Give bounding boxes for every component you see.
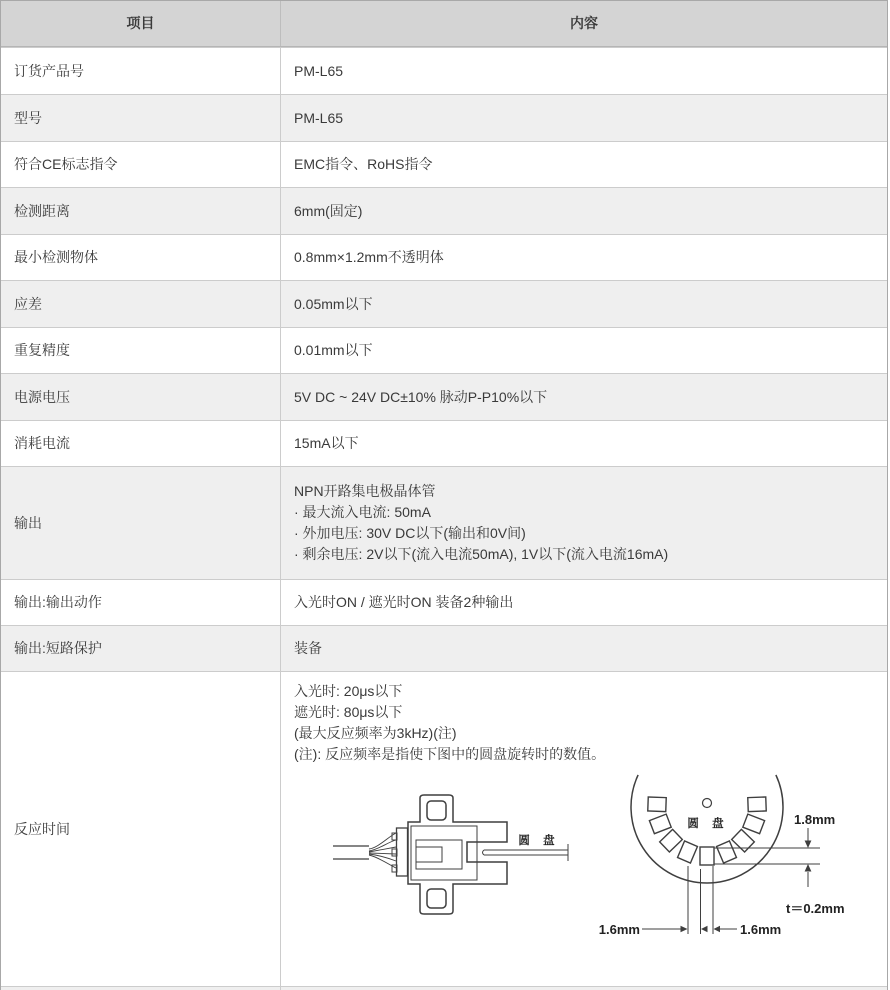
disc-slot [649,814,671,834]
row-value: 6mm(固定) [294,202,363,219]
row-value: 0.05mm以下 [294,295,373,312]
dim-thickness-label: t＝0.2mm [786,901,845,916]
arrow-down-icon [805,841,812,849]
disc-slot [732,829,755,852]
connector-block [397,828,408,876]
disc-figure [599,775,845,937]
row-label: 检测距离 [1,188,281,234]
dim-slot-depth-label: 1.8mm [794,812,836,827]
arrow-left-icon [714,926,721,932]
response-time-content [294,681,885,953]
output-line: NPN开路集电极晶体管 [294,483,436,499]
response-line: (注): 反应频率是指使下图中的圆盘旋转时的数值。 [294,746,606,762]
table-row [1,94,887,141]
table-row [1,625,887,671]
pitch-extension-lines [688,866,713,934]
row-value: 装备 [294,640,322,656]
row-label: 应差 [1,281,281,327]
table-row-partial [1,986,887,990]
row-value: 15mA以下 [294,435,359,451]
response-line: 入光时: 20μs以下 [294,683,403,699]
disc-slot [717,841,737,863]
response-time-diagram [325,772,885,953]
arrow-right-icon [681,926,688,932]
disc-slot [678,841,698,863]
output-line: · 最大流入电流: 50mA [294,504,431,520]
disc-slot [748,797,766,812]
table-row [1,234,887,280]
table-header-row [1,1,887,47]
row-label: 输出:输出动作 [1,580,281,625]
disc-slot [743,814,765,834]
table-row-output [1,466,887,579]
row-value: PM-L65 [294,62,344,79]
row-value: PM-L65 [294,109,344,126]
row-label: 最小检测物体 [1,235,281,280]
aperture-outer [416,840,462,869]
output-line: · 外加电压: 30V DC以下(输出和0V间) [294,525,526,541]
tab-hole [427,889,446,908]
disc-center-label: 圆 盘 [687,818,729,830]
table-row [1,187,887,234]
sensor-figure [333,795,568,914]
table-row [1,373,887,420]
response-line: 遮光时: 80μs以下 [294,704,403,720]
arrow-left-icon [701,926,708,932]
row-label: 电源电压 [1,374,281,420]
disc-slot [648,797,666,812]
dim-slot-depth [714,812,835,887]
row-label: 反应时间 [1,672,281,986]
table-row [1,47,887,94]
row-label: 输出:短路保护 [1,626,281,671]
row-value: 入光时ON / 遮光时ON 装备2种输出 [294,594,514,610]
disc-slot [660,829,683,852]
tab-hole [427,801,446,820]
arrow-up-icon [805,864,812,872]
row-value: 0.01mm以下 [294,342,373,358]
header-cell-item: 项目 [1,1,281,46]
table-row [1,579,887,625]
dim-pitch-right-label: 1.6mm [740,922,782,937]
row-label: 型号 [1,95,281,141]
table-row-response-time [1,671,887,986]
response-line: (最大反应频率为3kHz)(注) [294,725,457,741]
row-label: 符合CE标志指令 [1,142,281,187]
row-label: 消耗电流 [1,421,281,466]
dim-pitch-left-label: 1.6mm [598,922,640,937]
row-value: EMC指令、RoHS指令 [294,156,433,172]
aperture-inner [416,847,442,862]
table-row [1,420,887,466]
row-label: 重复精度 [1,328,281,373]
response-time-diagram-svg [325,772,885,947]
row-label: 订货产品号 [1,48,281,94]
output-spec-lines [294,481,668,565]
row-value: 5V DC ~ 24V DC±10% 脉动P-P10%以下 [294,388,548,405]
cable-lines [333,846,369,859]
sensor-disc-label: 圆 盘 [518,835,560,847]
row-value: 0.8mm×1.2mm不透明体 [294,249,444,265]
disc-slot [700,847,714,865]
dim-extension-lines [714,848,820,864]
table-row [1,280,887,327]
dim-slot-pitch [599,866,781,937]
row-label: 输出 [1,467,281,579]
output-line: · 剩余电压: 2V以下(流入电流50mA), 1V以下(流入电流16mA) [294,546,669,562]
disc-center-hole [703,799,712,808]
row-value [281,467,887,579]
table-row [1,327,887,373]
table-row [1,141,887,187]
header-cell-content: 内容 [570,15,598,31]
row-value [281,672,890,986]
